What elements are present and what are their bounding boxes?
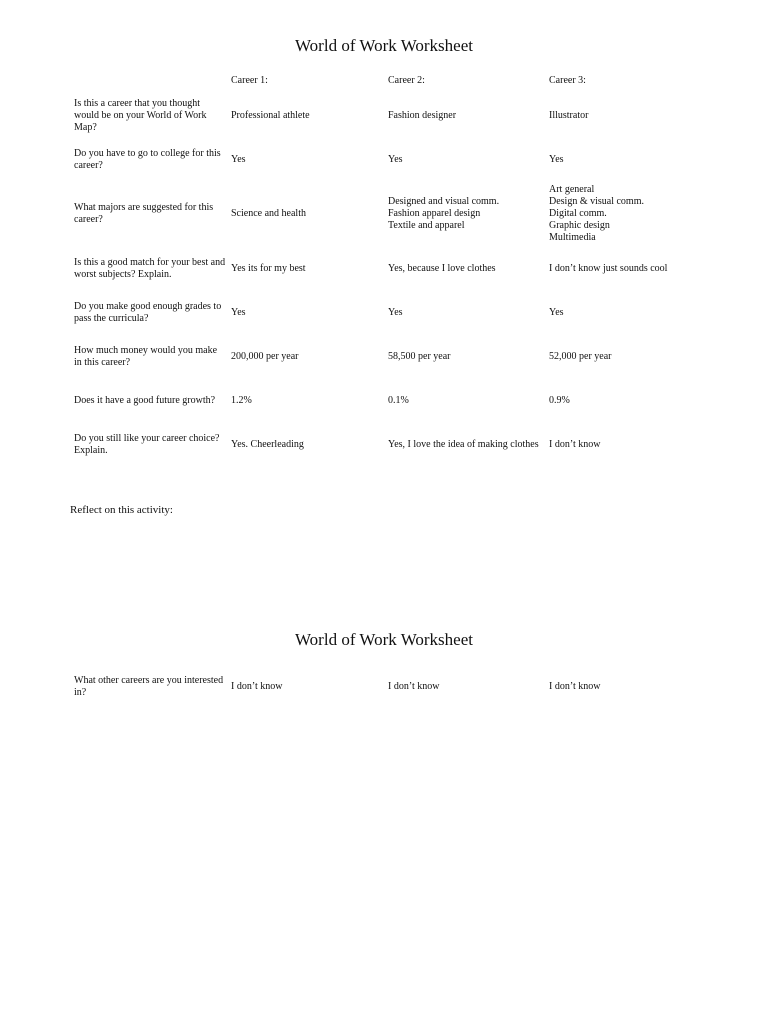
answer-career-3: Illustrator bbox=[549, 110, 589, 121]
table-row bbox=[70, 140, 730, 180]
answer-career-3: Art general Design & visual comm. Digital comm. Graphic design Multimedia bbox=[549, 184, 644, 243]
question-cell: Do you have to go to college for this career? bbox=[74, 148, 221, 171]
answer-career-3: Yes bbox=[549, 307, 564, 318]
header-career-3: Career 3: bbox=[549, 75, 586, 86]
question-cell: Does it have a good future growth? bbox=[74, 395, 216, 406]
answer-career-3: 0.9% bbox=[549, 395, 570, 406]
answer-career-1: I don’t know bbox=[231, 681, 283, 692]
question-cell: Is this a career that you thought would be on your World of Work Map? bbox=[74, 98, 207, 133]
answer-career-2: Yes bbox=[388, 307, 403, 318]
answer-career-1: Science and health bbox=[231, 208, 306, 219]
table-row bbox=[70, 336, 730, 378]
header-career-2: Career 2: bbox=[388, 75, 425, 86]
answer-career-2: 0.1% bbox=[388, 395, 409, 406]
worksheet-table-page-2 bbox=[70, 672, 730, 702]
question-cell: What majors are suggested for this career? bbox=[74, 202, 214, 225]
answer-career-1: 1.2% bbox=[231, 395, 252, 406]
worksheet-title: World of Work Worksheet bbox=[295, 36, 473, 55]
answer-career-3: 52,000 per year bbox=[549, 351, 612, 362]
answer-career-3: Yes bbox=[549, 154, 564, 165]
table-row bbox=[70, 290, 730, 336]
answer-career-1: Yes bbox=[231, 154, 246, 165]
worksheet-table bbox=[70, 70, 730, 466]
reflect-label: Reflect on this activity: bbox=[70, 504, 173, 516]
table-row bbox=[70, 180, 730, 248]
table-row bbox=[70, 424, 730, 466]
question-cell: Do you still like your career choice? Explain. bbox=[74, 433, 220, 456]
answer-career-1: 200,000 per year bbox=[231, 351, 299, 362]
table-header-row bbox=[70, 70, 730, 92]
answer-career-2: Yes, I love the idea of making clothes bbox=[388, 439, 539, 450]
table-row bbox=[70, 378, 730, 424]
header-career-1: Career 1: bbox=[231, 75, 268, 86]
question-cell: Do you make good enough grades to pass the curricula? bbox=[74, 301, 222, 324]
answer-career-1: Yes its for my best bbox=[231, 263, 306, 274]
answer-career-1: Professional athlete bbox=[231, 110, 310, 121]
table-row bbox=[70, 248, 730, 290]
answer-career-3: I don’t know bbox=[549, 681, 601, 692]
answer-career-2: Yes bbox=[388, 154, 403, 165]
answer-career-1: Yes bbox=[231, 307, 246, 318]
question-cell: How much money would you make in this career? bbox=[74, 345, 218, 368]
answer-career-3: I don’t know bbox=[549, 439, 601, 450]
question-cell: Is this a good match for your best and worst subjects? Explain. bbox=[74, 257, 226, 280]
answer-career-3: I don’t know just sounds cool bbox=[549, 263, 668, 274]
answer-career-2: Yes, because I love clothes bbox=[388, 263, 496, 274]
worksheet-title-page-2: World of Work Worksheet bbox=[295, 630, 473, 649]
table-row bbox=[70, 92, 730, 140]
answer-career-1: Yes. Cheerleading bbox=[231, 439, 304, 450]
table-row bbox=[70, 672, 730, 702]
question-cell: What other careers are you interested in? bbox=[74, 675, 224, 698]
answer-career-2: Designed and visual comm. Fashion apparel design Textile and apparel bbox=[388, 196, 500, 231]
answer-career-2: 58,500 per year bbox=[388, 351, 451, 362]
answer-career-2: Fashion designer bbox=[388, 110, 457, 121]
answer-career-2: I don’t know bbox=[388, 681, 440, 692]
